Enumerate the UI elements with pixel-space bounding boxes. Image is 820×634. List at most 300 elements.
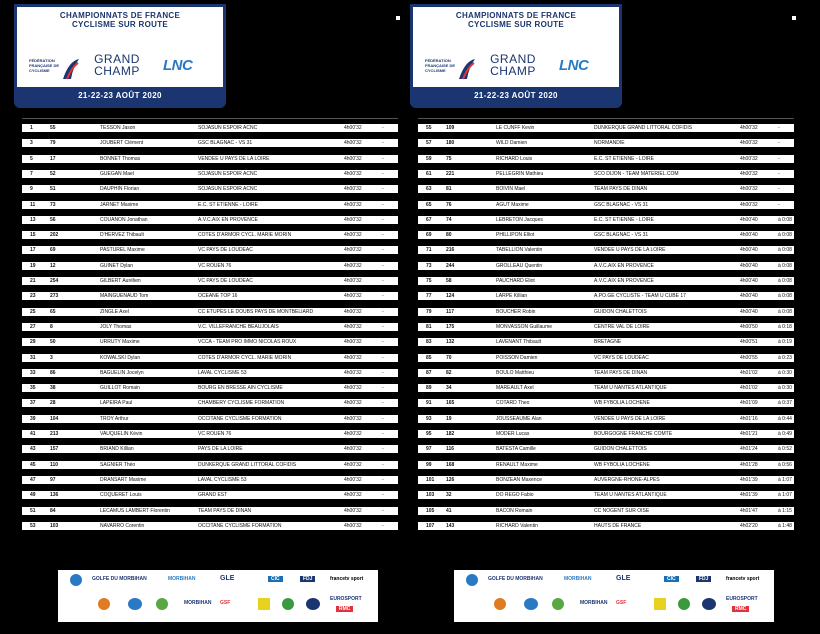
rider-name-cell: URRUTY Maxime xyxy=(100,339,140,346)
rider-name-cell: D'HERVEZ Thibault xyxy=(100,232,144,239)
bib-cell: 52 xyxy=(50,170,56,177)
table-row xyxy=(22,139,398,147)
team-cell: V.C. VILLEFRANCHE BEAUJOLAIS xyxy=(198,323,279,330)
bib-cell: 3 xyxy=(50,354,53,361)
time-cell: 4h00'32 xyxy=(344,232,362,239)
bib-cell: 32 xyxy=(446,492,452,499)
rider-name-cell: GUEGAN Mael xyxy=(100,170,134,177)
time-cell: 4h00'32 xyxy=(344,415,362,422)
rank-cell: 97 xyxy=(426,446,432,453)
rider-name-cell: AGUT Maxime xyxy=(496,201,529,208)
table-row xyxy=(418,369,794,377)
bib-cell: 244 xyxy=(446,262,455,269)
gap-cell: - xyxy=(778,140,780,147)
bib-cell: 79 xyxy=(50,140,56,147)
rider-name-cell: RENAULT Maxime xyxy=(496,461,538,468)
gap-cell: - xyxy=(382,216,384,223)
gap-cell: à 1:07 xyxy=(778,476,792,483)
table-row xyxy=(418,338,794,346)
gap-cell: à 0:18 xyxy=(778,323,792,330)
time-cell: 4h00'32 xyxy=(344,140,362,147)
team-cell: BOURG EN BRESSE AIN CYCLISME xyxy=(198,385,283,392)
rank-cell: 67 xyxy=(426,216,432,223)
table-row xyxy=(418,170,794,178)
event-title xyxy=(17,11,223,29)
bib-cell: 55 xyxy=(50,125,56,131)
table-row xyxy=(418,354,794,362)
table-row xyxy=(22,323,398,331)
gap-cell: - xyxy=(382,323,384,330)
bib-cell: 165 xyxy=(446,400,455,407)
rank-cell: 53 xyxy=(30,522,36,529)
gap-cell: à 0:19 xyxy=(778,339,792,346)
team-cell: VENDEE U PAYS DE LA LOIRE xyxy=(198,155,270,162)
team-cell: NORMANDIE xyxy=(594,140,625,147)
table-row xyxy=(418,445,794,453)
rider-name-cell: KOWALSKI Dylan xyxy=(100,354,141,361)
bib-cell: 86 xyxy=(50,369,56,376)
gap-cell: à 0:08 xyxy=(778,216,792,223)
time-cell: 4h00'32 xyxy=(740,125,758,131)
bib-cell: 116 xyxy=(446,446,455,453)
grand-champ-logo xyxy=(485,53,541,77)
team-cell: GSC BLAGNAC - VS 31 xyxy=(594,201,649,208)
rank-cell: 35 xyxy=(30,385,36,392)
time-cell: 4h00'51 xyxy=(740,339,758,346)
bib-cell: 19 xyxy=(446,415,452,422)
time-cell: 4h00'32 xyxy=(344,125,362,131)
team-cell: GUIDON CHALETTOIS xyxy=(594,446,647,453)
team-cell: SOJASUN ESPOIR ACNC xyxy=(198,125,258,131)
rank-cell: 3 xyxy=(30,140,33,147)
team-cell: VC ROUEN 76 xyxy=(198,431,232,437)
rank-cell: 11 xyxy=(30,201,36,208)
gap-cell: à 0:56 xyxy=(778,461,792,468)
gap-cell: - xyxy=(382,492,384,499)
table-row xyxy=(22,522,398,530)
gap-cell: - xyxy=(382,186,384,193)
table-row xyxy=(22,445,398,453)
team-cell: E.C. ST ETIENNE - LOIRE xyxy=(594,155,654,162)
bib-cell: 17 xyxy=(50,155,56,162)
rank-cell: 105 xyxy=(426,507,435,514)
table-row xyxy=(22,338,398,346)
gap-cell: à 1:48 xyxy=(778,522,792,529)
team-cell: WB FYBOLIA LOCHENE xyxy=(594,461,650,468)
sponsor-logo: FDJ xyxy=(300,576,315,582)
gap-cell: à 0:08 xyxy=(778,232,792,239)
gap-cell: à 0:08 xyxy=(778,247,792,254)
gap-cell: - xyxy=(382,308,384,315)
bib-cell: 41 xyxy=(446,507,452,514)
table-row xyxy=(418,262,794,270)
team-cell: HAUTS DE FRANCE xyxy=(594,522,642,529)
event-dates: 21-22-23 AOÛT 2020 xyxy=(413,87,619,105)
time-cell: 4h00'32 xyxy=(344,155,362,162)
sponsor-logo-icon xyxy=(128,598,142,610)
team-cell: CC NOGENT SUR OISE xyxy=(594,507,650,514)
rank-cell: 27 xyxy=(30,323,36,330)
champ-text: CHAMP xyxy=(94,64,140,78)
time-cell: 4h00'32 xyxy=(740,170,758,177)
team-cell: GSC BLAGNAC - VS 31 xyxy=(198,140,253,147)
page-corner-mark xyxy=(396,16,400,20)
sponsor-logo-icon xyxy=(282,598,294,610)
sponsor-logo: MORBIHAN xyxy=(564,576,592,582)
rider-name-cell: SAGNIER Théo xyxy=(100,461,136,468)
bib-cell: 8 xyxy=(50,323,53,330)
gap-cell: - xyxy=(382,170,384,177)
table-row xyxy=(418,430,794,438)
gap-cell: - xyxy=(778,201,780,208)
rider-name-cell: COQUERET Louis xyxy=(100,492,142,499)
sponsor-logo: MORBIHAN xyxy=(184,600,212,606)
rider-name-cell: JOLY Thomas xyxy=(100,323,132,330)
table-row xyxy=(22,399,398,407)
gap-cell: - xyxy=(382,232,384,239)
time-cell: 4h00'32 xyxy=(344,476,362,483)
rider-name-cell: RICHARD Louis xyxy=(496,155,533,162)
time-cell: 4h01'39 xyxy=(740,492,758,499)
bib-cell: 132 xyxy=(446,339,455,346)
rank-cell: 57 xyxy=(426,140,432,147)
team-cell: A.V.C.AIX EN PROVENCE xyxy=(594,278,654,284)
rider-name-cell: MAREAULT Axel xyxy=(496,385,534,392)
bib-cell: 75 xyxy=(446,155,452,162)
team-cell: LAVAL CYCLISME 53 xyxy=(198,476,247,483)
rank-cell: 7 xyxy=(30,170,33,177)
rank-cell: 39 xyxy=(30,415,36,422)
bib-cell: 34 xyxy=(446,385,452,392)
team-cell: VC PAYS DE LOUDEAC xyxy=(198,278,253,284)
table-row xyxy=(22,170,398,178)
rank-cell: 89 xyxy=(426,385,432,392)
event-dates: 21-22-23 AOÛT 2020 xyxy=(17,87,223,105)
time-cell: 4h00'32 xyxy=(344,323,362,330)
region-logo-icon xyxy=(70,574,82,586)
bib-cell: 109 xyxy=(446,125,455,131)
bib-cell: 50 xyxy=(50,339,56,346)
rider-name-cell: TABELLION Valentin xyxy=(496,247,543,254)
table-row xyxy=(22,308,398,316)
event-title xyxy=(413,11,619,29)
team-cell: TEAM PAYS DE DINAN xyxy=(594,369,648,376)
table-top-rule xyxy=(22,118,398,119)
team-cell: TEAM U NANTES ATLANTIQUE xyxy=(594,492,667,499)
gap-cell: à 0:08 xyxy=(778,308,792,315)
rank-cell: 49 xyxy=(30,492,36,499)
rider-name-cell: LAVENANT Thibault xyxy=(496,339,542,346)
gap-cell: - xyxy=(382,369,384,376)
rider-name-cell: LEBRETON Jacques xyxy=(496,216,543,223)
cyclist-icon xyxy=(61,57,81,81)
rank-cell: 33 xyxy=(30,369,36,376)
rider-name-cell: COTARD Theo xyxy=(496,400,530,407)
team-cell: COTES D'ARMOR CYCL. MARIE MORIN xyxy=(198,354,292,361)
rank-cell: 41 xyxy=(30,431,36,437)
team-cell: SCO DIJON - TEAM MATERIEL.COM xyxy=(594,170,679,177)
team-cell: VENDEE U PAYS DE LA LOIRE xyxy=(594,415,666,422)
time-cell: 4h00'32 xyxy=(344,492,362,499)
rider-name-cell: PASTUREL Maxime xyxy=(100,247,145,254)
team-cell: WB FYBOLIA LOCHENE xyxy=(594,400,650,407)
rank-cell: 95 xyxy=(426,431,432,437)
table-row xyxy=(418,155,794,163)
time-cell: 4h00'32 xyxy=(344,293,362,300)
results-table-right xyxy=(418,114,794,544)
table-row xyxy=(418,507,794,515)
rank-cell: 99 xyxy=(426,461,432,468)
time-cell: 4h00'32 xyxy=(344,385,362,392)
gap-cell: - xyxy=(382,125,384,131)
table-top-rule xyxy=(418,118,794,119)
rank-cell: 17 xyxy=(30,247,36,254)
rider-name-cell: BOULO Matthieu xyxy=(496,369,535,376)
team-cell: GSC BLAGNAC - VS 31 xyxy=(594,232,649,239)
time-cell: 4h00'50 xyxy=(740,323,758,330)
team-cell: COTES D'ARMOR CYCL. MARIE MORIN xyxy=(198,232,292,239)
gap-cell: - xyxy=(382,507,384,514)
results-table-left xyxy=(22,114,398,544)
time-cell: 4h00'32 xyxy=(740,186,758,193)
team-cell: VC ROUEN 76 xyxy=(198,262,232,269)
rank-cell: 31 xyxy=(30,354,36,361)
rank-cell: 75 xyxy=(426,278,432,284)
gap-cell: - xyxy=(778,155,780,162)
sponsor-logo-icon xyxy=(98,598,110,610)
table-row xyxy=(418,476,794,484)
team-cell: E.C. ST ETIENNE - LOIRE xyxy=(198,201,258,208)
time-cell: 4h00'32 xyxy=(740,140,758,147)
sponsor-logo: RMC xyxy=(732,606,749,612)
gap-cell: - xyxy=(382,431,384,437)
rank-cell: 59 xyxy=(426,155,432,162)
rank-cell: 47 xyxy=(30,476,36,483)
team-cell: VCCA - TEAM PRO IMMO NICOLAS ROUX xyxy=(198,339,297,346)
gap-cell: - xyxy=(778,125,780,131)
time-cell: 4h00'32 xyxy=(344,431,362,437)
sponsor-logo: GOLFE DU MORBIHAN xyxy=(92,576,147,582)
rider-name-cell: GUINET Dylan xyxy=(100,262,133,269)
time-cell: 4h01'21 xyxy=(740,431,758,437)
time-cell: 4h01'39 xyxy=(740,476,758,483)
rank-cell: 87 xyxy=(426,369,432,376)
rider-name-cell: MAINGUENAUD Tom xyxy=(100,293,149,300)
table-row xyxy=(418,461,794,469)
rider-name-cell: GILBERT Aurélien xyxy=(100,278,141,284)
time-cell: 4h00'40 xyxy=(740,308,758,315)
time-cell: 4h00'32 xyxy=(344,400,362,407)
table-row xyxy=(22,507,398,515)
rank-cell: 93 xyxy=(426,415,432,422)
federation-logo xyxy=(29,55,83,83)
sponsor-strip xyxy=(58,570,378,622)
sponsor-logo-icon xyxy=(494,598,506,610)
team-cell: GRAND EST xyxy=(198,492,228,499)
team-cell: GUIDON CHALETTOIS xyxy=(594,308,647,315)
table-row xyxy=(22,155,398,163)
bib-cell: 104 xyxy=(50,415,59,422)
rider-name-cell: PAUCHARD Eliot xyxy=(496,278,535,284)
gap-cell: - xyxy=(382,262,384,269)
table-row xyxy=(418,522,794,530)
bib-cell: 273 xyxy=(50,293,59,300)
bib-cell: 12 xyxy=(50,262,56,269)
rider-name-cell: VAUQUELIN Kévin xyxy=(100,431,143,437)
bib-cell: 168 xyxy=(446,461,455,468)
time-cell: 4h00'40 xyxy=(740,216,758,223)
sponsor-logo-icon xyxy=(654,598,666,610)
bib-cell: 74 xyxy=(446,216,452,223)
event-header xyxy=(410,4,622,108)
rank-cell: 107 xyxy=(426,522,435,529)
page-corner-mark xyxy=(792,16,796,20)
gap-cell: - xyxy=(382,461,384,468)
rider-name-cell: PELLEGRIN Mathieu xyxy=(496,170,544,177)
time-cell: 4h00'32 xyxy=(344,308,362,315)
rank-cell: 91 xyxy=(426,400,432,407)
table-row xyxy=(418,231,794,239)
time-cell: 4h00'32 xyxy=(344,216,362,223)
rank-cell: 9 xyxy=(30,186,33,193)
gap-cell: - xyxy=(382,400,384,407)
rank-cell: 65 xyxy=(426,201,432,208)
rank-cell: 19 xyxy=(30,262,36,269)
time-cell: 4h00'32 xyxy=(344,507,362,514)
rider-name-cell: JARNET Maxime xyxy=(100,201,139,208)
table-row xyxy=(22,277,398,285)
bib-cell: 58 xyxy=(446,278,452,284)
gap-cell: à 0:08 xyxy=(778,278,792,284)
time-cell: 4h00'32 xyxy=(344,262,362,269)
table-row xyxy=(22,262,398,270)
table-row xyxy=(418,185,794,193)
title-line-1: CHAMPIONNATS DE FRANCE xyxy=(455,11,577,20)
bib-cell: 69 xyxy=(50,247,56,254)
rider-name-cell: LAPEIRA Paul xyxy=(100,400,133,407)
team-cell: VC PAYS DE LOUDEAC xyxy=(594,354,649,361)
federation-logo xyxy=(425,55,479,83)
table-row xyxy=(418,246,794,254)
team-cell: AUVERGNE-RHONE-ALPES xyxy=(594,476,660,483)
bib-cell: 117 xyxy=(446,308,455,315)
rider-name-cell: GUILLOT Romain xyxy=(100,385,140,392)
team-cell: BOURGOGNE FRANCHE COMTE xyxy=(594,431,673,437)
time-cell: 4h01'47 xyxy=(740,507,758,514)
bib-cell: 124 xyxy=(446,293,455,300)
sponsor-logo: francetv sport xyxy=(330,576,364,582)
bib-cell: 51 xyxy=(50,186,56,193)
bib-cell: 175 xyxy=(446,323,455,330)
bib-cell: 28 xyxy=(50,400,56,407)
sponsor-logo: EUROSPORT xyxy=(330,596,362,602)
table-row xyxy=(22,476,398,484)
gap-cell: - xyxy=(778,170,780,177)
team-cell: OCEANE TOP 16 xyxy=(198,293,238,300)
rank-cell: 43 xyxy=(30,446,36,453)
lnc-logo: LNC xyxy=(163,57,193,74)
gap-cell: - xyxy=(382,476,384,483)
rank-cell: 81 xyxy=(426,323,432,330)
gap-cell: - xyxy=(382,522,384,529)
rider-name-cell: COUANON Jonathan xyxy=(100,216,148,223)
table-row xyxy=(22,461,398,469)
rank-cell: 69 xyxy=(426,232,432,239)
time-cell: 4h00'32 xyxy=(344,278,362,284)
rider-name-cell: GROLLEAU Quentin xyxy=(496,262,543,269)
rank-cell: 79 xyxy=(426,308,432,315)
time-cell: 4h01'24 xyxy=(740,446,758,453)
gap-cell: - xyxy=(382,155,384,162)
rank-cell: 73 xyxy=(426,262,432,269)
gap-cell: à 0:37 xyxy=(778,400,792,407)
team-cell: DUNKERQUE GRAND LITTORAL COFIDIS xyxy=(198,461,297,468)
time-cell: 4h01'02 xyxy=(740,369,758,376)
team-cell: TEAM U NANTES ATLANTIQUE xyxy=(594,385,667,392)
table-row xyxy=(22,201,398,209)
time-cell: 4h00'32 xyxy=(344,461,362,468)
team-cell: TEAM PAYS DE DINAN xyxy=(594,186,648,193)
lnc-logo: LNC xyxy=(559,57,589,74)
sponsor-logo: MORBIHAN xyxy=(168,576,196,582)
table-row xyxy=(418,384,794,392)
rank-cell: 5 xyxy=(30,155,33,162)
bib-cell: 38 xyxy=(50,385,56,392)
team-cell: A.PO.GE CYCLISTE - TEAM U CUBE 17 xyxy=(594,293,686,300)
rider-name-cell: BONNET Thomas xyxy=(100,155,141,162)
time-cell: 4h00'40 xyxy=(740,247,758,254)
rank-cell: 61 xyxy=(426,170,432,177)
table-row xyxy=(22,430,398,438)
team-cell: CHAMBERY CYCLISME FORMATION xyxy=(198,400,285,407)
bib-cell: 157 xyxy=(50,446,59,453)
rank-cell: 1 xyxy=(30,125,33,131)
gap-cell: à 0:08 xyxy=(778,293,792,300)
gap-cell: à 0:08 xyxy=(778,262,792,269)
results-sheet-right xyxy=(410,4,804,630)
table-row xyxy=(418,415,794,423)
rider-name-cell: DRANSART Maxime xyxy=(100,476,147,483)
table-row xyxy=(418,491,794,499)
time-cell: 4h00'32 xyxy=(344,186,362,193)
table-row xyxy=(22,415,398,423)
sponsor-logo: CIC xyxy=(268,576,283,582)
gap-cell: - xyxy=(382,247,384,254)
time-cell: 4h00'32 xyxy=(740,201,758,208)
rank-cell: 21 xyxy=(30,278,36,284)
team-cell: SOJASUN ESPOIR ACNC xyxy=(198,186,258,193)
gap-cell: à 1:07 xyxy=(778,492,792,499)
bib-cell: 143 xyxy=(446,522,455,529)
table-row xyxy=(22,246,398,254)
bib-cell: 136 xyxy=(50,492,59,499)
rider-name-cell: RICHARD Valentin xyxy=(496,522,538,529)
sponsor-logo: CIC xyxy=(664,576,679,582)
grand-text: GRAND xyxy=(490,52,536,66)
gap-cell: à 0:44 xyxy=(778,415,792,422)
sponsor-logo: GSF xyxy=(220,600,231,606)
rider-name-cell: BOIVIN Mael xyxy=(496,186,526,193)
time-cell: 4h00'32 xyxy=(344,369,362,376)
sponsor-strip xyxy=(454,570,774,622)
rider-name-cell: LARPE Killian xyxy=(496,293,528,300)
team-cell: VENDEE U PAYS DE LA LOIRE xyxy=(594,247,666,254)
gap-cell: à 0:52 xyxy=(778,446,792,453)
time-cell: 4h01'09 xyxy=(740,400,758,407)
bib-cell: 84 xyxy=(50,507,56,514)
bib-cell: 81 xyxy=(446,186,452,193)
time-cell: 4h00'40 xyxy=(740,262,758,269)
